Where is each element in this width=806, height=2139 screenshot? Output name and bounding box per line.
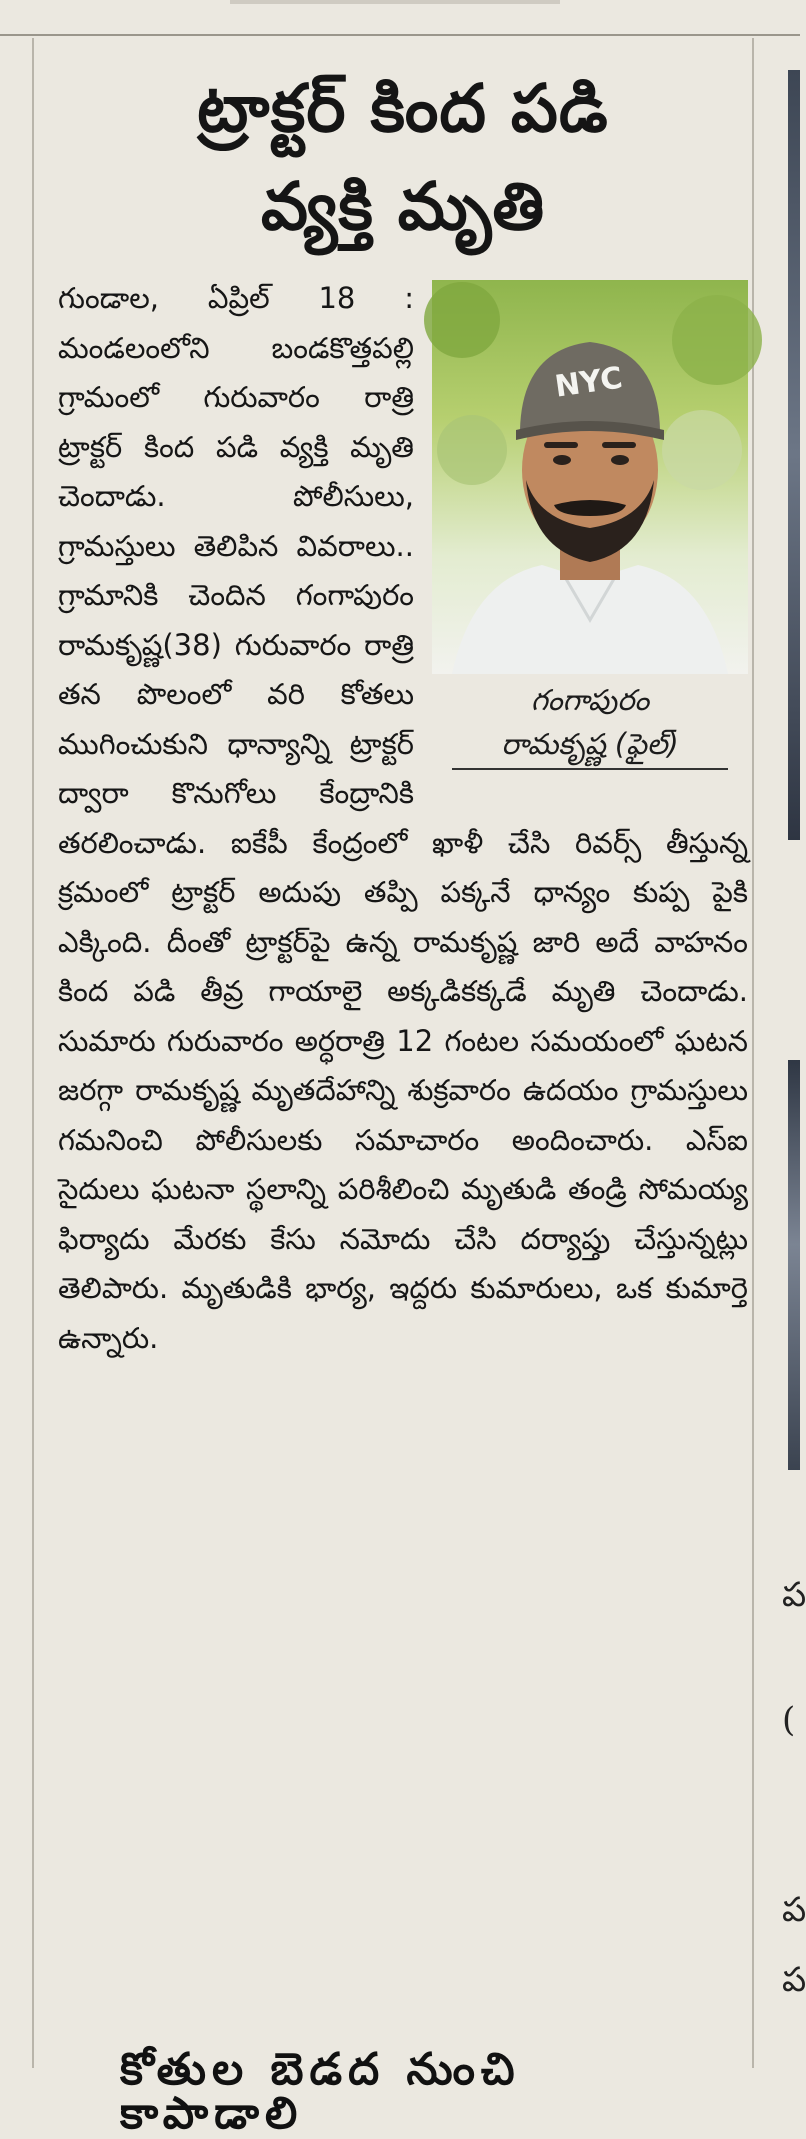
headline-line-1: ట్రాక్టర్ కింద పడి (197, 70, 609, 147)
headline-line-2: వ్యక్తి మృతి (260, 168, 546, 245)
adjacent-photo-top (788, 70, 800, 840)
next-article-heading: కోతుల బెడద నుంచి కాపాడాలి (120, 2044, 521, 2139)
photo-figure (432, 280, 748, 770)
news-article (58, 60, 748, 1363)
adjacent-text-fragment: ప (782, 1575, 806, 1615)
top-edge-fragment (230, 0, 560, 4)
top-divider (0, 34, 800, 36)
caption-underline (452, 768, 728, 770)
article-headline (58, 60, 748, 256)
portrait-photo (432, 280, 748, 674)
portrait-illustration (432, 280, 748, 674)
column-divider-left (32, 38, 34, 2068)
photo-caption-line-2: రామకృష్ణ (ఫైల్) (501, 727, 679, 761)
adjacent-text-fragment: ( (782, 1700, 796, 1740)
cap-text: NYC (552, 360, 625, 405)
photo-caption (432, 678, 748, 766)
adjacent-photo-bottom (788, 1060, 800, 1470)
adjacent-text-fragment: ప (782, 1890, 806, 1930)
adjacent-text-fragment: ప (782, 1960, 806, 2000)
article-body (58, 274, 748, 1363)
photo-caption-line-1: గంగాపురం (530, 683, 650, 717)
article-body-text: గుండాల, ఏప్రిల్ 18 : మండలంలోని బండకొత్తపల్లి గ్రామంలో గురువారం రాత్రి ట్రాక్టర్ కింద పడి వ్యక్తి మృతి చెందాడు. పోలీసులు, గ్రామస్తులు తెలిపిన వివరాలు.. గ్రామానికి చెందిన గంగాపురం రామకృష్ణ(38) గురువారం రాత్రి తన పొలంలో వరి కోతలు ముగించుకుని ధాన్యాన్ని ట్రాక్టర్ ద్వారా కొనుగోలు కేంద్రానికి తరలించాడు. ఐకేపీ కేంద్రంలో ఖాళీ చేసి రివర్స్ తీస్తున్న క్రమంలో ట్రాక్టర్ అదుపు తప్పి పక్కనే ధాన్యం కుప్ప పైకి ఎక్కింది. దీంతో ట్రాక్టర్‌పై ఉన్న రామకృష్ణ జారి అదే వాహనం కింద పడి తీవ్ర గాయాలై అక్కడికక్కడే మృతి చెందాడు. సుమారు గురువారం అర్ధరాత్రి 12 గంటల సమయంలో ఘటన జరగ్గా రామకృష్ణ మృతదేహాన్ని శుక్రవారం ఉదయం గ్రామస్తులు గమనించి పోలీసులకు సమాచారం అందించారు. ఎస్ఐ సైదులు ఘటనా స్థలాన్ని పరిశీలించి మృతుడి తండ్రి సోమయ్య ఫిర్యాదు మేరకు కేసు నమోదు చేసి దర్యాప్తు చేస్తున్నట్లు తెలిపారు. మృతుడికి భార్య, ఇద్దరు కుమారులు, ఒక కుమార్తె ఉన్నారు. (58, 281, 748, 1355)
